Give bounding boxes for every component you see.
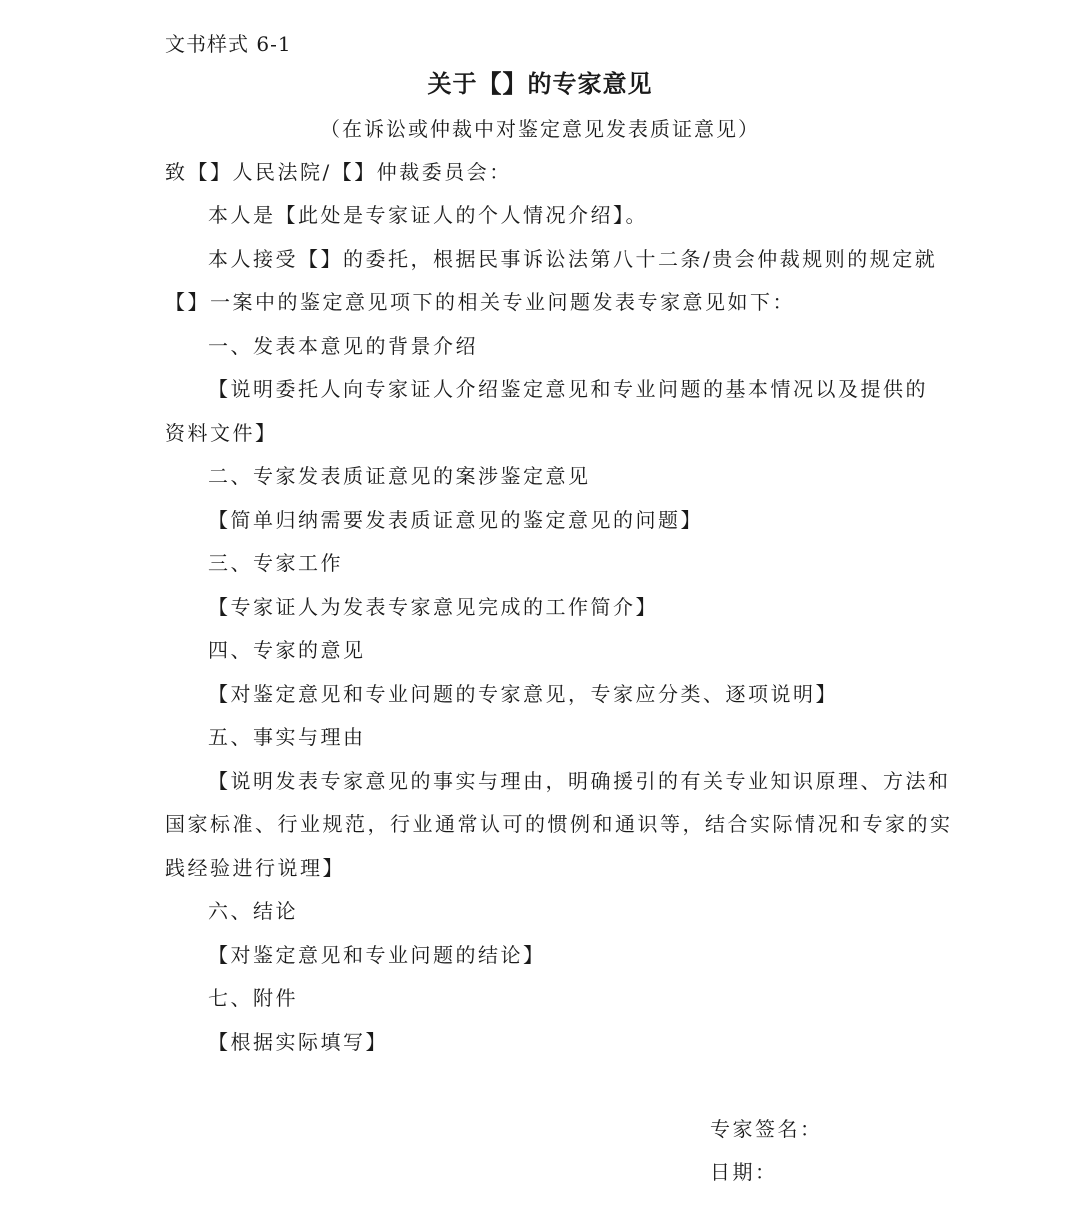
entrust-paragraph-line-1: 本人接受【】的委托，根据民事诉讼法第八十二条/贵会仲裁规则的规定就 [208,247,938,271]
expert-signature-label: 专家签名： [710,1117,823,1141]
section-heading-conclusion: 六、结论 [208,899,298,923]
section-heading-expert-opinion: 四、专家的意见 [208,638,366,662]
section-text-expert-work: 【专家证人为发表专家意见完成的工作简介】 [208,595,658,619]
section-heading-appraisal-opinion: 二、专家发表质证意见的案涉鉴定意见 [208,464,591,488]
section-text-background-line-1: 【说明委托人向专家证人介绍鉴定意见和专业问题的基本情况以及提供的 [208,377,928,401]
document-subtitle: （在诉讼或仲裁中对鉴定意见发表质证意见） [320,117,760,141]
section-text-background-line-2: 资料文件】 [165,421,278,445]
section-heading-facts-reasons: 五、事实与理由 [208,725,366,749]
addressee-line: 致【】人民法院/【】仲裁委员会： [165,160,512,184]
document-title: 关于【】的专家意见 [427,70,653,98]
intro-paragraph: 本人是【此处是专家证人的个人情况介绍】。 [208,203,648,227]
section-heading-expert-work: 三、专家工作 [208,551,343,575]
section-text-appraisal-opinion: 【简单归纳需要发表质证意见的鉴定意见的问题】 [208,508,703,532]
section-text-expert-opinion: 【对鉴定意见和专业问题的专家意见，专家应分类、逐项说明】 [208,682,838,706]
section-text-attachments: 【根据实际填写】 [208,1030,388,1054]
section-text-conclusion: 【对鉴定意见和专业问题的结论】 [208,943,546,967]
section-heading-attachments: 七、附件 [208,986,298,1010]
section-text-facts-reasons-line-1: 【说明发表专家意见的事实与理由，明确援引的有关专业知识原理、方法和 [208,769,951,793]
section-text-facts-reasons-line-3: 践经验进行说理】 [165,856,345,880]
date-label: 日期： [710,1160,778,1184]
section-heading-background: 一、发表本意见的背景介绍 [208,334,478,358]
entrust-paragraph-line-2: 【】一案中的鉴定意见项下的相关专业问题发表专家意见如下： [165,290,795,314]
form-number: 文书样式 6-1 [165,32,292,56]
section-text-facts-reasons-line-2: 国家标准、行业规范，行业通常认可的惯例和通识等，结合实际情况和专家的实 [165,812,953,836]
